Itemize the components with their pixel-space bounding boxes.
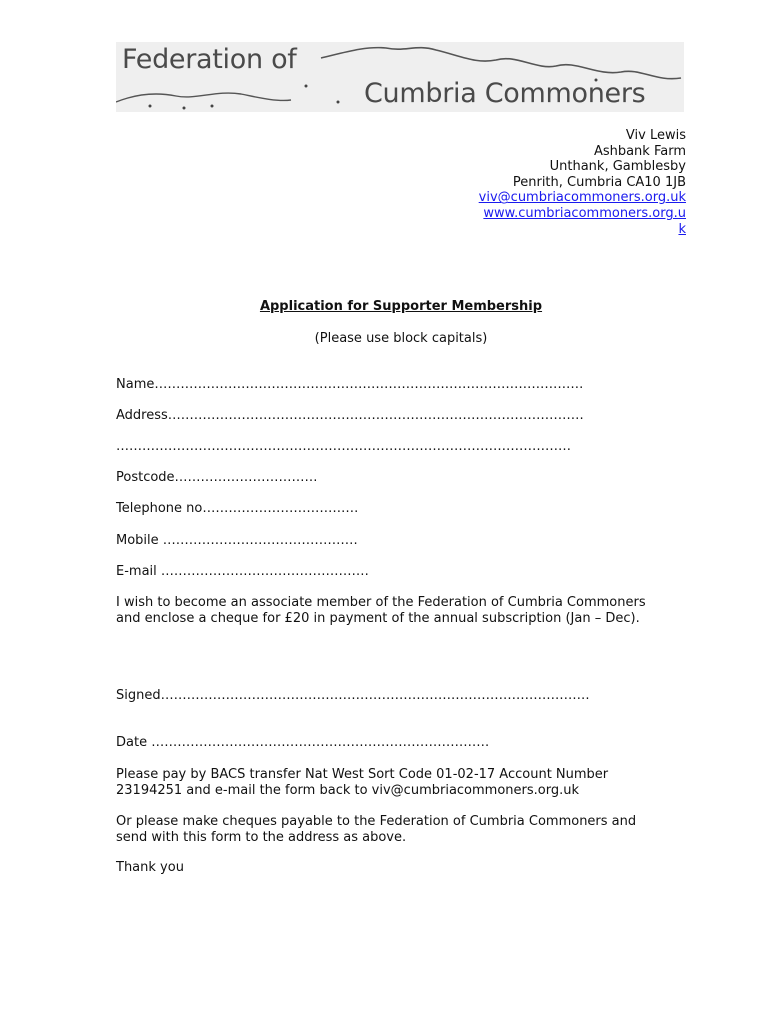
- contact-town: Penrith, Cumbria CA10 1JB: [512, 174, 686, 190]
- signed-field: Signed………………………………………………………………………………………: [116, 688, 590, 703]
- address-field-2: ……………………………………………………………………………………………: [116, 439, 571, 454]
- federation-logo: [116, 42, 684, 112]
- cheque-payment-instructions: Or please make cheques payable to the Federation of Cumbria Commoners and send with this form to the address as above.: [116, 814, 637, 845]
- email-field: E-mail …………………………………………: [116, 564, 369, 579]
- contact-locality: Unthank, Gamblesby: [549, 159, 686, 175]
- mobile-field: Mobile ………………………………………: [116, 533, 358, 548]
- date-field: Date ……………………………………………………………………: [116, 735, 490, 750]
- contact-email-link[interactable]: viv@cumbriacommoners.org.uk: [478, 190, 686, 206]
- telephone-field: Telephone no………………………………: [116, 501, 359, 516]
- form-subtitle: (Please use block capitals): [314, 331, 488, 346]
- contact-farm: Ashbank Farm: [593, 143, 686, 159]
- bacs-payment-instructions: Please pay by BACS transfer Nat West Sort Code 01-02-17 Account Number 23194251 and e-mail the form back to viv@cumbriacommoners.org.uk: [116, 767, 609, 798]
- thank-you-text: Thank you: [116, 860, 184, 875]
- contact-website-link[interactable]: www.cumbriacommoners.org.uk: [483, 205, 686, 237]
- name-field: Name………………………………………………………………………………………: [116, 377, 584, 392]
- address-field-1: Address……………………………………………………………………………………: [116, 408, 584, 423]
- logo-line-1: Federation of: [122, 44, 297, 75]
- membership-statement: I wish to become an associate member of the Federation of Cumbria Commoners and enclose a cheque for £20 in payment of the annual subscription (Jan – Dec).: [116, 595, 646, 626]
- contact-name: Viv Lewis: [625, 128, 686, 143]
- form-title: Application for Supporter Membership: [259, 299, 543, 314]
- postcode-field: Postcode……………………………: [116, 470, 318, 485]
- contact-address-block: [476, 128, 686, 237]
- logo-line-2: Cumbria Commoners: [364, 78, 646, 109]
